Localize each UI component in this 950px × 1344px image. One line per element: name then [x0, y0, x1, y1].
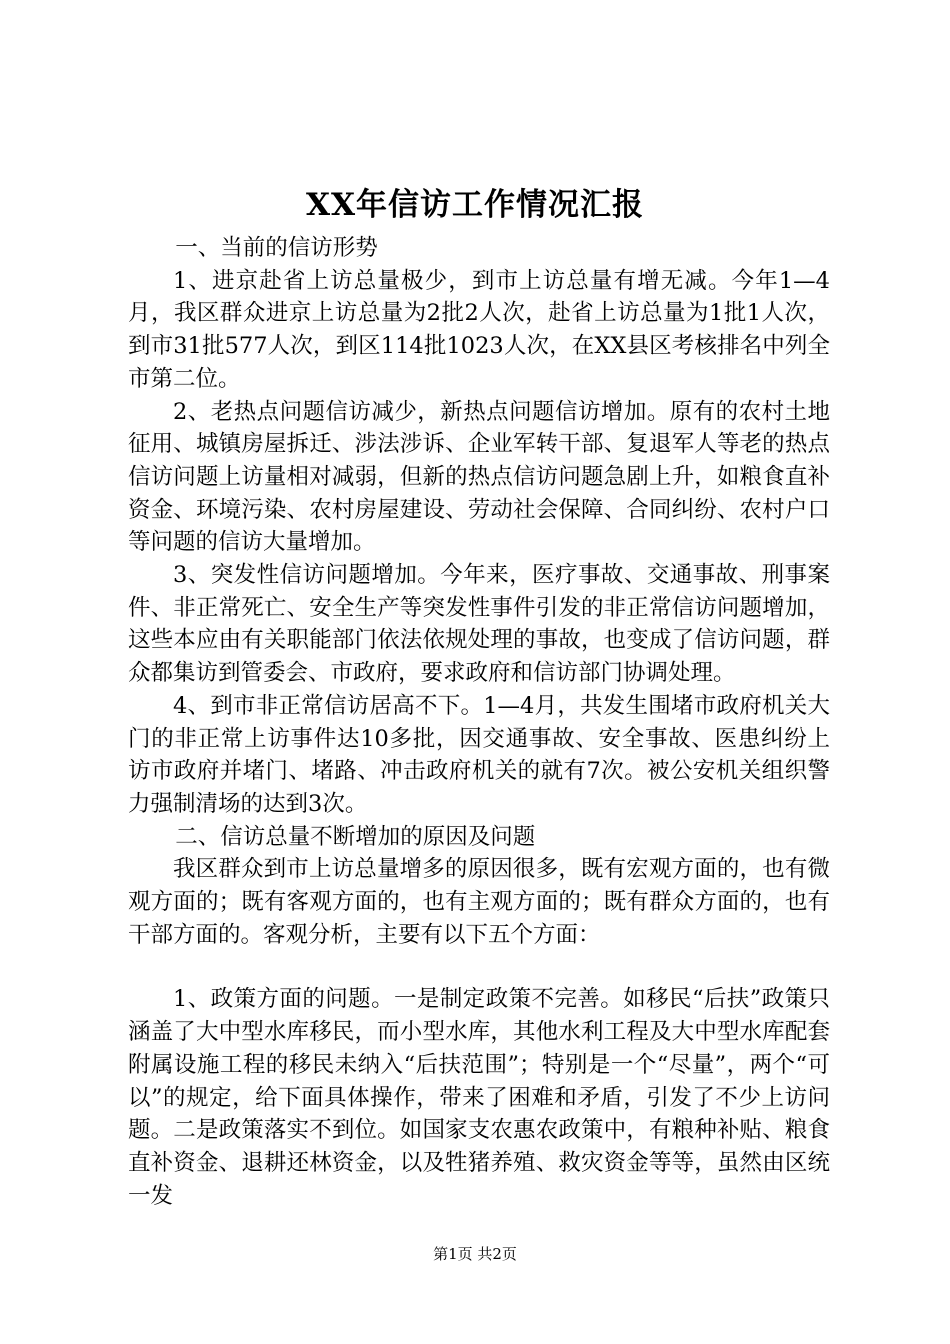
page-footer: 第1页 共2页 — [433, 1245, 517, 1263]
paragraph-6: 1、政策方面的问题。一是制定政策不完善。如移民“后扶”政策只涵盖了大中型水库移民，而小型水库，其他水利工程及大中型水库配套附属设施工程的移民未纳入“后扶范围”；特别是一个“尽量”，两个“可以”的规定，给下面具体操作，带来了困难和矛盾，引发了不少上访问题。二是政策落实不到位。如国家支农惠农政策中，有粮种补贴、粮食直补资金、退耕还林资金，以及牲猪养殖、救灾资金等等，虽然由区统一发 — [128, 986, 830, 1209]
paragraph-5: 我区群众到市上访总量增多的原因很多，既有宏观方面的，也有微观方面的；既有客观方面的，也有主观方面的；既有群众方面的，也有干部方面的。客观分析，主要有以下五个方面： — [128, 856, 830, 948]
document-title: XX年信访工作情况汇报 — [305, 187, 645, 223]
paragraph-4: 4、到市非正常信访居高不下。1—4月，共发生围堵市政府机关大门的非正常上访事件达10多批，因交通事故、安全事故、医患纠纷上访市政府并堵门、堵路、冲击政府机关的就有7次。被公安机关组织警力强制清场的达到3次。 — [128, 692, 830, 817]
document-body — [128, 232, 830, 1212]
paragraph-2: 2、老热点问题信访减少，新热点问题信访增加。原有的农村土地征用、城镇房屋拆迁、涉法涉诉、企业军转干部、复退军人等老的热点信访问题上访量相对减弱，但新的热点信访问题急剧上升，如粮食直补资金、环境污染、农村房屋建设、劳动社会保障、合同纠纷、农村户口等问题的信访大量增加。 — [128, 398, 830, 556]
paragraph-3: 3、突发性信访问题增加。今年来，医疗事故、交通事故、刑事案件、非正常死亡、安全生产等突发性事件引发的非正常信访问题增加，这些本应由有关职能部门依法依规处理的事故，也变成了信访问题，群众都集访到管委会、市政府，要求政府和信访部门协调处理。 — [128, 562, 830, 687]
section-heading-1: 一、当前的信访形势 — [175, 235, 378, 261]
section-heading-2: 二、信访总量不断增加的原因及问题 — [175, 823, 536, 850]
paragraph-1: 1、进京赴省上访总量极少，到市上访总量有增无减。今年1—4月，我区群众进京上访总量为2批2人次，赴省上访总量为1批1人次，到市31批577人次，到区114批1023人次，在XX县区考核排名中列全市第二位。 — [128, 267, 830, 392]
